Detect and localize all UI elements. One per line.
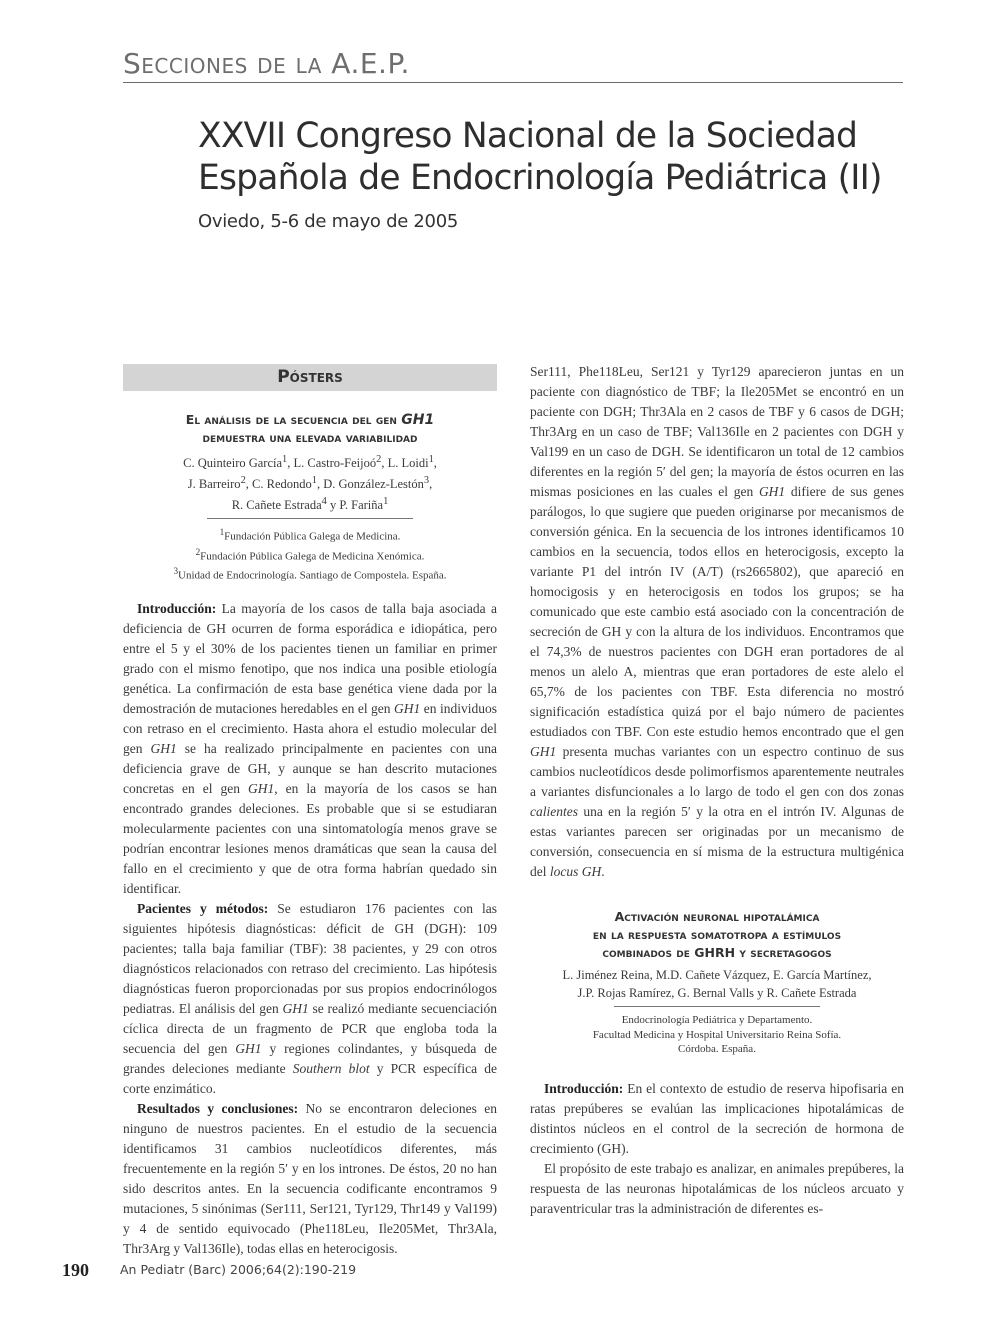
article1-results-continued: Ser111, Phe118Leu, Ser121 y Tyr129 aparecieron juntas en un paciente con diagnóstico de TBF; la Ile205Met se encontró en un paciente con DGH; Thr3Ala en 2 casos de TBF y 6 casos de DGH; Thr3Arg en un caso de TBF; Val136Ile en 2 pacientes con DGH y Val199 en un caso de DGH. Se identificaron un total de 12 cambios diferentes en la región 5′ del gen; la mayoría de éstos ocurren en las mismas posiciones en las cuales el gen GH1 difiere de sus genes parálogos, lo que sugiere que pueden originarse por mecanismos de conversión génica. En la secuencia de los intrones identificamos 10 cambios en la secuencia, todos ellos en heterocigosis, excepto la variante P1 del intrón IV (A/T) (rs2665802), que apareció en homocigosis y en heterocigosis en todos los grupos; se ha comunicado que este cambio está asociado con la concentración de secreción de GH y con la altura de los individuos. Encontramos que el 74,3% de nuestros pacientes con DGH eran portadores de al menos un alelo A, mientras que eran portadores de este alelo el 65,7% de los pacientes con TBF. Esta diferencia no mostró significación estadística quizá por el bajo número de pacientes estudiados con TBF. Con este estudio hemos encontrado que el gen GH1 presenta muchas variantes con un espectro continuo de sus cambios nucleotídicos desde polimorfismos aparentemente neutrales a variantes disfuncionales a lo largo de todo el gen con dos zonas calientes una en la región 5′ y la otra en el intrón IV. Algunas de estas variantes parecen ser originadas por un mecanismo de conversión, consecuencia en sí misma de la estructura multigénica del locus GH. xyxy=(530,364,904,879)
article2-intro: Introducción: En el contexto de estudio de reserva hipofisaria en ratas prepúberes se evalúan las implicaciones hipotalámicas de distintos núcleos en el control de la secreción de hormona de crecimiento (GH). xyxy=(530,1080,904,1156)
authors-rule-wrap xyxy=(123,518,497,519)
left-column xyxy=(123,364,497,1259)
right-column xyxy=(530,362,904,1219)
article2-affiliations: Endocrinología Pediátrica y Departamento. Facultad Medicina y Hospital Universitario Reina Sofía. Córdoba. España. xyxy=(592,1014,842,1055)
page-number: 190 xyxy=(62,1260,89,1280)
article1-results: Resultados y conclusiones: No se encontraron deleciones en ninguno de nuestros pacientes. En el estudio de la secuencia identificamos 31 cambios nucleotídicos diferentes, más frecuentemente en la región 5′ y en los intrones. De éstos, 20 no han sido descritos antes. En la secuencia codificante encontramos 9 mutaciones, 5 sinónimas (Ser111, Ser121, Tyr129, Thr149 y Val199) y 4 de sentido equivocado (Phe118Leu, Ile205Met, Thr3Ala, Thr3Arg y Val136Ile), todas ellas en heterocigosis. xyxy=(123,1100,498,1256)
title-line-1: XXVII Congreso Nacional de la Sociedad xyxy=(198,116,858,156)
page-footer xyxy=(62,1260,357,1281)
article1-affiliations: $^1$Fundación Pública Galega de Medicina. $^2$Fundación Pública Galega de Medicina Xenómica. $^3$Unidad de Endocrinología. Santiago de Compostela. España. xyxy=(173,527,447,582)
article1-intro: Introducción: La mayoría de los casos de talla baja asociada a deficiencia de GH ocurren de forma esporádica e idiopática, pero entre el 5 y el 30% de los pacientes tienen un familiar en primer grado con el mismo fenotipo, que nos indica una posible etiología genética. La confirmación de esta base genética viene dada por la demostración de mutaciones heredables en el gen GH1 en individuos con retraso en el crecimiento. Hasta ahora el estudio molecular del gen GH1 se ha realizado principalmente en pacientes con una deficiencia grave de GH, y aunque se han descrito mutaciones concretas en el gen GH1, en la mayoría de los casos se han encontrado grandes deleciones. Es probable que si se estudiaran molecularmente pacientes con una sintomatología menos grave se podrían encontrar lesiones menos dramáticas que sean la causa del fallo en el crecimiento y que de otra forma habrían quedado sin identificar. xyxy=(123,600,497,896)
article2-title: Activación neuronal hipotalámica en la respuesta somatotropa a estímulos combinados de GHRH y secretagogos xyxy=(592,909,842,960)
article1-title-part1: El análisis de la secuencia del gen xyxy=(185,412,402,427)
article1-authors: C. Quinteiro García$^1$, L. Castro-Feijoó$^2$, L. Loidi$^1$, J. Barreiro$^2$, C. Redondo$^1$, D. González-Lestón$^3$, R. Cañete Estrada$^4$ y P. Fariña$^1$ xyxy=(183,454,437,513)
article2-purpose: El propósito de este trabajo es analizar, en animales prepúberes, la respuesta de las neuronas hipotalámicas de los núcleos arcuato y paraventricular tras la administración de diferentes es- xyxy=(530,1160,904,1216)
section-header xyxy=(123,46,903,83)
article1-title-part2: demuestra una elevada variabilidad xyxy=(202,430,418,445)
posters-heading: Pósters xyxy=(123,364,497,391)
congress-title xyxy=(198,115,898,199)
authors-rule-2 xyxy=(614,1006,820,1007)
article1-methods: Pacientes y métodos: Se estudiaron 176 pacientes con las siguientes hipótesis diagnósticas: déficit de GH (DGH): 109 pacientes; talla baja familiar (TBF): 38 pacientes, y 29 con otros diagnósticos relacionados con retraso del crecimiento. Las hipótesis diagnósticas fueron proporcionadas por sus propios endocrinólogos pediatras. El análisis del gen GH1 se realizó mediante secuenciación cíclica directa de un fragmento de PCR que engloba toda la secuencia del gen GH1 y regiones colindantes, y búsqueda de grandes deleciones mediante Southern blot y PCR específica de corte enzimático. xyxy=(123,900,498,1096)
article1-title xyxy=(123,411,497,447)
authors-rule xyxy=(207,518,413,519)
article1-title-gene: GH1 xyxy=(401,412,435,428)
journal-citation: An Pediatr (Barc) 2006;64(2):190-219 xyxy=(120,1262,357,1277)
congress-title-block xyxy=(198,115,898,232)
congress-subtitle: Oviedo, 5-6 de mayo de 2005 xyxy=(198,211,459,232)
section-title: Secciones de la A.E.P. xyxy=(123,47,410,80)
title-line-2: Española de Endocrinología Pediátrica (II) xyxy=(198,158,882,198)
authors-rule-wrap-2 xyxy=(530,1006,904,1007)
article2-authors: L. Jiménez Reina, M.D. Cañete Vázquez, E. García Martínez, J.P. Rojas Ramírez, G. Bernal Valls y R. Cañete Estrada xyxy=(562,968,872,1000)
